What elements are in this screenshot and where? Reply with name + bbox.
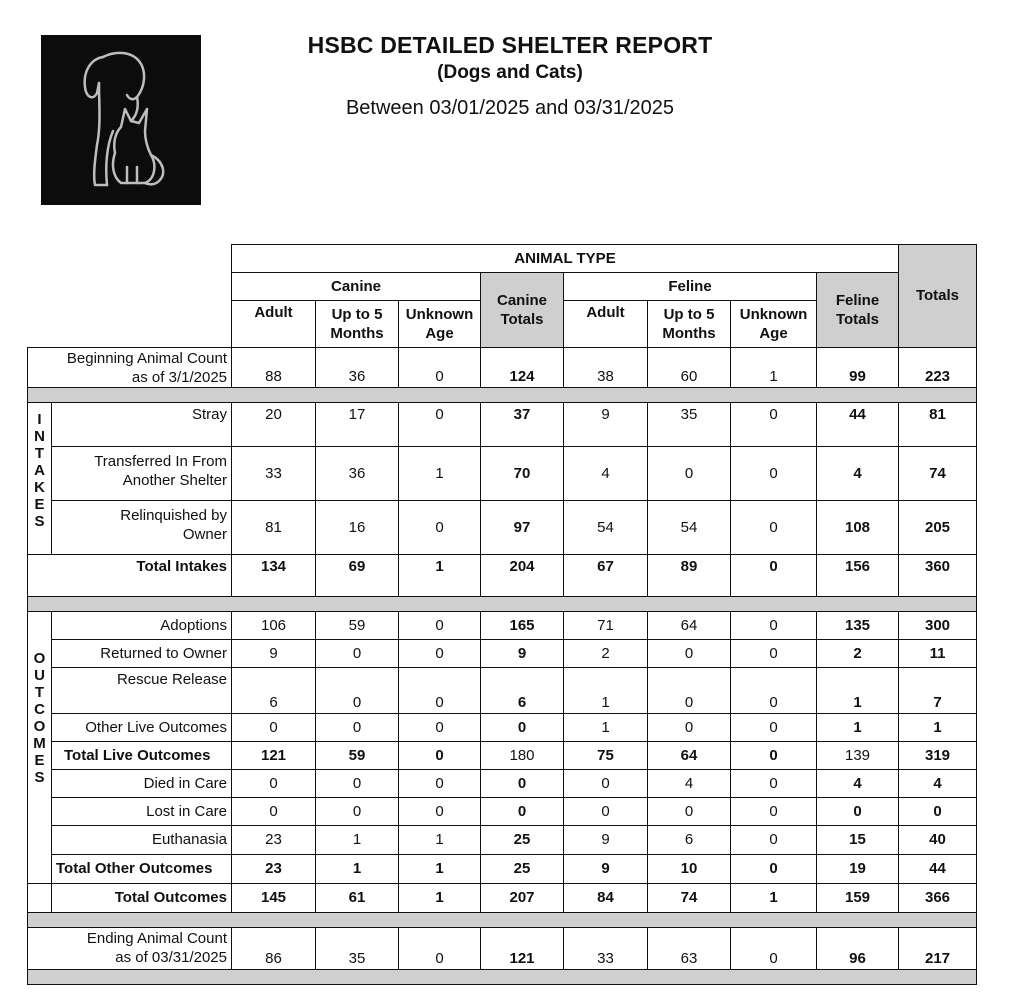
cell: 37: [481, 402, 564, 446]
cell: 61: [316, 883, 399, 912]
cell: 0: [648, 639, 731, 667]
cell: 204: [481, 554, 564, 596]
cell: 10: [648, 854, 731, 883]
cell: 0: [399, 927, 481, 969]
cell: 0: [731, 797, 817, 825]
cell: 4: [817, 769, 899, 797]
row-label: Total Live Outcomes: [52, 741, 232, 769]
cell: 67: [564, 554, 648, 596]
dog-and-cat-outline-logo-icon: [41, 35, 201, 205]
cell: 97: [481, 500, 564, 554]
row-label: Died in Care: [52, 769, 232, 797]
cell: 156: [817, 554, 899, 596]
row-adoptions: [28, 611, 977, 639]
cell: 23: [232, 854, 316, 883]
header-row-group: [28, 245, 977, 273]
cell: 0: [481, 797, 564, 825]
cell: 1: [564, 713, 648, 741]
cell: 6: [648, 825, 731, 854]
cell: 0: [232, 713, 316, 741]
cell: 0: [481, 713, 564, 741]
cell: 81: [899, 402, 977, 446]
row-label: Adoptions: [52, 611, 232, 639]
cell: 0: [731, 639, 817, 667]
row-ending: [28, 927, 977, 969]
cell: 0: [399, 741, 481, 769]
cell: 54: [564, 500, 648, 554]
cell: 1: [399, 883, 481, 912]
cell: 4: [648, 769, 731, 797]
row-label: Other Live Outcomes: [52, 713, 232, 741]
row-returned: [28, 639, 977, 667]
row-rescue: [28, 667, 977, 713]
intakes-vertical-label: I N T A K E S: [28, 402, 52, 554]
feline-totals-header: Feline Totals: [817, 273, 899, 348]
cell: 38: [564, 347, 648, 387]
row-total-live: [28, 741, 977, 769]
col-feline-up5: Up to 5 Months: [648, 301, 731, 348]
cell: 59: [316, 741, 399, 769]
col-feline-unknown: Unknown Age: [731, 301, 817, 348]
cell: 0: [399, 402, 481, 446]
cell: 35: [648, 402, 731, 446]
header-row-species: [28, 273, 977, 301]
cell: 223: [899, 347, 977, 387]
cell: 63: [648, 927, 731, 969]
cell: 7: [899, 667, 977, 713]
cell: 16: [316, 500, 399, 554]
cell: 60: [648, 347, 731, 387]
cell: 0: [481, 769, 564, 797]
cell: 0: [731, 927, 817, 969]
report-subtitle: (Dogs and Cats): [437, 62, 583, 83]
row-label: Total Outcomes: [52, 883, 232, 912]
row-label: Total Other Outcomes: [52, 854, 232, 883]
cell: 64: [648, 611, 731, 639]
cell: 0: [399, 797, 481, 825]
canine-totals-header: Canine Totals: [481, 273, 564, 348]
cell: 96: [817, 927, 899, 969]
cell: 300: [899, 611, 977, 639]
cell: 20: [232, 402, 316, 446]
cell: 1: [731, 883, 817, 912]
cell: 0: [817, 797, 899, 825]
cell: 0: [316, 797, 399, 825]
report-header: [240, 32, 780, 120]
row-label: Euthanasia: [52, 825, 232, 854]
cell: 0: [316, 769, 399, 797]
cell: 0: [399, 713, 481, 741]
cell: 99: [817, 347, 899, 387]
cell: 121: [232, 741, 316, 769]
totals-header: Totals: [899, 245, 977, 348]
cell: 0: [731, 554, 817, 596]
cell: 44: [899, 854, 977, 883]
cell: 17: [316, 402, 399, 446]
cell: 165: [481, 611, 564, 639]
row-transferred: [28, 446, 977, 500]
row-label: Returned to Owner: [52, 639, 232, 667]
cell: 0: [731, 500, 817, 554]
cell: 4: [817, 446, 899, 500]
row-relinquished: [28, 500, 977, 554]
cell: 40: [899, 825, 977, 854]
separator: [28, 387, 977, 402]
cell: 0: [232, 769, 316, 797]
cell: 0: [731, 825, 817, 854]
cell: 0: [316, 667, 399, 713]
row-label: Transferred In From Another Shelter: [52, 446, 232, 500]
cell: 360: [899, 554, 977, 596]
cell: 0: [731, 713, 817, 741]
cell: 89: [648, 554, 731, 596]
row-beginning: [28, 347, 977, 387]
cell: 366: [899, 883, 977, 912]
row-label: Rescue Release: [52, 667, 232, 713]
cell: 74: [899, 446, 977, 500]
cell: 180: [481, 741, 564, 769]
cell: 0: [731, 854, 817, 883]
cell: 86: [232, 927, 316, 969]
cell: 0: [399, 611, 481, 639]
cell: 64: [648, 741, 731, 769]
cell: 1: [399, 854, 481, 883]
row-total-other: [28, 854, 977, 883]
cell: 59: [316, 611, 399, 639]
cell: 36: [316, 446, 399, 500]
cell: 0: [648, 713, 731, 741]
cell: 2: [817, 639, 899, 667]
cell: 35: [316, 927, 399, 969]
cell: 2: [564, 639, 648, 667]
cell: 9: [232, 639, 316, 667]
cell: 4: [564, 446, 648, 500]
cell: 15: [817, 825, 899, 854]
cell: 4: [899, 769, 977, 797]
cell: 0: [731, 667, 817, 713]
row-label: Relinquished by Owner: [52, 500, 232, 554]
cell: 25: [481, 825, 564, 854]
cell: 0: [399, 769, 481, 797]
cell: 106: [232, 611, 316, 639]
cell: 19: [817, 854, 899, 883]
cell: 75: [564, 741, 648, 769]
cell: 9: [564, 402, 648, 446]
cell: 319: [899, 741, 977, 769]
shelter-logo: [41, 35, 201, 205]
cell: 9: [564, 825, 648, 854]
cell: 74: [648, 883, 731, 912]
cell: 0: [399, 667, 481, 713]
cell: 145: [232, 883, 316, 912]
shelter-report-table: [27, 244, 977, 985]
cell: 0: [648, 446, 731, 500]
cell: 1: [316, 825, 399, 854]
cell: 88: [232, 347, 316, 387]
cell: 1: [899, 713, 977, 741]
cell: 124: [481, 347, 564, 387]
cell: 0: [399, 500, 481, 554]
cell: 1: [564, 667, 648, 713]
cell: 81: [232, 500, 316, 554]
cell: 1: [817, 713, 899, 741]
row-label: Total Intakes: [28, 554, 232, 596]
cell: 135: [817, 611, 899, 639]
cell: 159: [817, 883, 899, 912]
cell: 9: [564, 854, 648, 883]
cell: 54: [648, 500, 731, 554]
cell: 33: [232, 446, 316, 500]
cell: 0: [731, 769, 817, 797]
cell: 1: [316, 854, 399, 883]
cell: 1: [399, 554, 481, 596]
cell: 139: [817, 741, 899, 769]
row-other-live: [28, 713, 977, 741]
cell: 1: [817, 667, 899, 713]
cell: 1: [399, 825, 481, 854]
report-title: HSBC DETAILED SHELTER REPORT: [307, 32, 713, 58]
report-date-range: Between 03/01/2025 and 03/31/2025: [345, 97, 675, 119]
cell: 0: [648, 667, 731, 713]
outcomes-vertical-label: O U T C O M E S: [28, 611, 52, 883]
cell: 0: [564, 797, 648, 825]
cell: 0: [731, 741, 817, 769]
cell: 0: [232, 797, 316, 825]
row-euthanasia: [28, 825, 977, 854]
row-stray: [28, 402, 977, 446]
cell: 9: [481, 639, 564, 667]
separator: [28, 912, 977, 927]
col-canine-unknown: Unknown Age: [399, 301, 481, 348]
cell: 70: [481, 446, 564, 500]
row-total-intakes: [28, 554, 977, 596]
cell: 44: [817, 402, 899, 446]
cell: 0: [648, 797, 731, 825]
cell: 33: [564, 927, 648, 969]
row-total-outcomes: [28, 883, 977, 912]
cell: 0: [316, 713, 399, 741]
cell: 134: [232, 554, 316, 596]
cell: 0: [399, 347, 481, 387]
cell: 205: [899, 500, 977, 554]
cell: 217: [899, 927, 977, 969]
separator: [28, 969, 977, 984]
row-died: [28, 769, 977, 797]
cell: 71: [564, 611, 648, 639]
cell: 121: [481, 927, 564, 969]
cell: 6: [481, 667, 564, 713]
row-label: Lost in Care: [52, 797, 232, 825]
cell: 1: [731, 347, 817, 387]
cell: 108: [817, 500, 899, 554]
row-beginning-label: Beginning Animal Count as of 3/1/2025: [28, 347, 232, 387]
cell: 84: [564, 883, 648, 912]
cell: 207: [481, 883, 564, 912]
cell: 1: [399, 446, 481, 500]
cell: 0: [564, 769, 648, 797]
row-ending-label: Ending Animal Count as of 03/31/2025: [28, 927, 232, 969]
cell: 25: [481, 854, 564, 883]
cell: 0: [731, 402, 817, 446]
cell: 0: [731, 611, 817, 639]
cell: 0: [899, 797, 977, 825]
cell: 0: [731, 446, 817, 500]
row-lost: [28, 797, 977, 825]
cell: 0: [399, 639, 481, 667]
row-label: Stray: [52, 402, 232, 446]
cell: 0: [316, 639, 399, 667]
feline-header: Feline: [564, 273, 817, 301]
col-canine-adult: Adult: [232, 301, 316, 348]
cell: 23: [232, 825, 316, 854]
cell: 11: [899, 639, 977, 667]
col-feline-adult: Adult: [564, 301, 648, 348]
cell: 6: [232, 667, 316, 713]
separator: [28, 596, 977, 611]
cell: 36: [316, 347, 399, 387]
cell: 69: [316, 554, 399, 596]
col-canine-up5: Up to 5 Months: [316, 301, 399, 348]
canine-header: Canine: [232, 273, 481, 301]
animal-type-header: ANIMAL TYPE: [232, 245, 899, 273]
